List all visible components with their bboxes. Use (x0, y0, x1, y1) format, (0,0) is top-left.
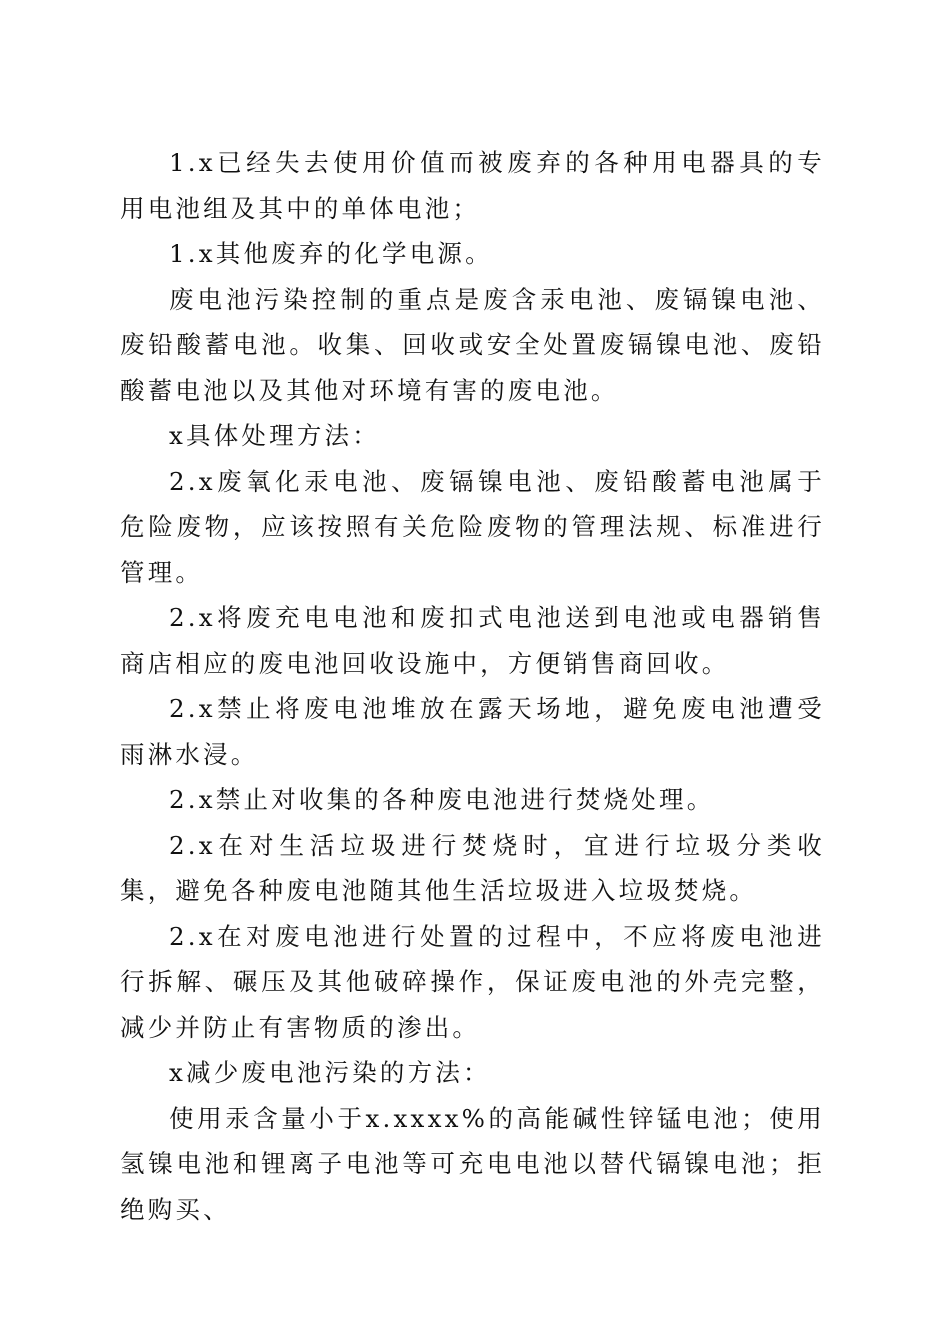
paragraph-9: 2.x在对生活垃圾进行焚烧时，宜进行垃圾分类收集，避免各种废电池随其他生活垃圾进入垃圾焚烧。 (120, 830, 825, 905)
paragraph-8: 2.x禁止对收集的各种废电池进行焚烧处理。 (169, 785, 715, 814)
paragraph-1: 1.x已经失去使用价值而被废弃的各种用电器具的专用电池组及其中的单体电池； (120, 148, 825, 223)
section-heading-treatment: x具体处理方法： (169, 421, 380, 450)
paragraph-7: 2.x禁止将废电池堆放在露天场地，避免废电池遭受雨淋水浸。 (120, 694, 825, 769)
paragraph-6: 2.x将废充电电池和废扣式电池送到电池或电器销售商店相应的废电池回收设施中，方便销售商回收。 (120, 603, 825, 678)
paragraph-10: 2.x在对废电池进行处置的过程中，不应将废电池进行拆解、碾压及其他破碎操作，保证废电池的外壳完整，减少并防止有害物质的渗出。 (120, 921, 825, 1042)
paragraph-2: 1.x其他废弃的化学电源。 (169, 239, 493, 268)
paragraph-3: 废电池污染控制的重点是废含汞电池、废镉镍电池、废铅酸蓄电池。收集、回收或安全处置废镉镍电池、废铅酸蓄电池以及其他对环境有害的废电池。 (120, 284, 825, 405)
paragraph-12: 使用汞含量小于x.xxxx%的高能碱性锌锰电池；使用氢镍电池和锂离子电池等可充电电池以替代镉镍电池；拒绝购买、 (120, 1103, 825, 1224)
document-body (120, 140, 825, 1232)
paragraph-5: 2.x废氧化汞电池、废镉镍电池、废铅酸蓄电池属于危险废物，应该按照有关危险废物的管理法规、标准进行管理。 (120, 466, 825, 587)
section-heading-reduction: x减少废电池污染的方法： (169, 1058, 491, 1087)
